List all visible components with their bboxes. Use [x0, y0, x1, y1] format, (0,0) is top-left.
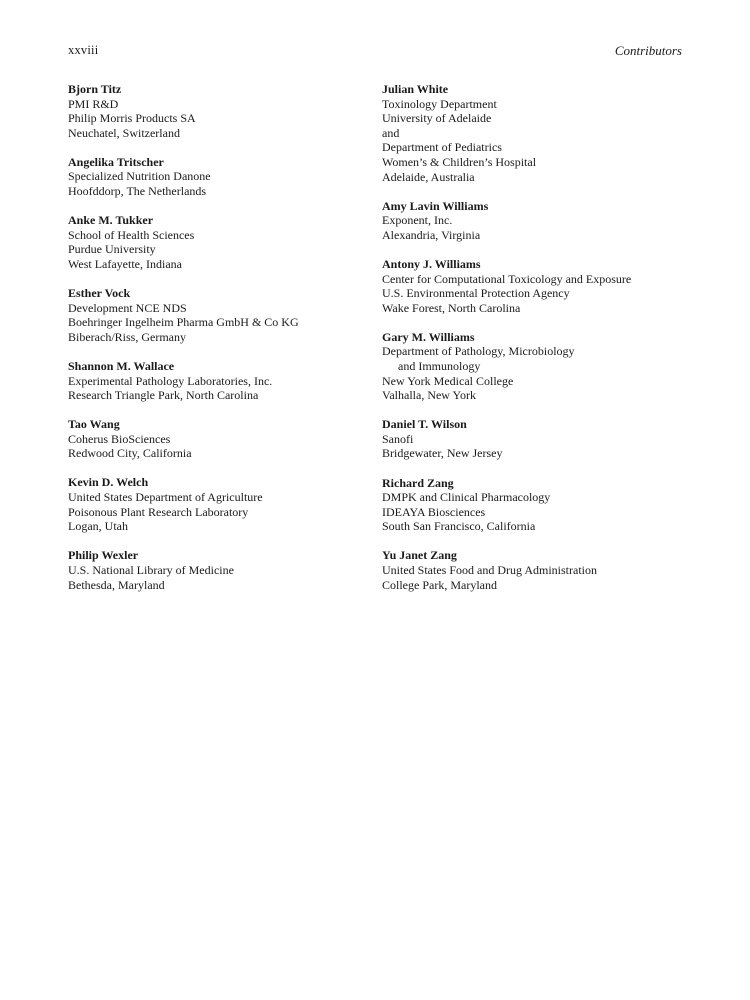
contributor-affiliation-line: Experimental Pathology Laboratories, Inc. [68, 373, 273, 388]
contributor-name: Tao Wang [68, 417, 120, 432]
contributor-affiliation-line: Philip Morris Products SA [68, 111, 196, 126]
contributor-affiliation-line: Specialized Nutrition Danone [68, 169, 211, 184]
contributor-affiliation-line: Wake Forest, North Carolina [382, 300, 521, 315]
contributor-name: Gary M. Williams [382, 329, 475, 344]
contributor-affiliation-line: Development NCE NDS [68, 300, 187, 315]
contributor-affiliation-line: Bridgewater, New Jersey [382, 446, 503, 461]
contributor-affiliation-line: Poisonous Plant Research Laboratory [68, 504, 249, 519]
contributor-name: Bjorn Titz [68, 82, 122, 96]
contributor-affiliation-line: and [382, 125, 400, 140]
page-number: xxviii [68, 43, 99, 57]
contributor-affiliation-line: United States Food and Drug Administration [382, 563, 597, 578]
contributor-entry [68, 548, 368, 592]
contributor-name: Anke M. Tukker [68, 213, 154, 228]
contributor-entry [382, 257, 688, 315]
contributor-affiliation-line: Alexandria, Virginia [382, 227, 481, 242]
contributor-affiliation-line: Boehringer Ingelheim Pharma GmbH & Co KG [68, 315, 299, 330]
contributor-entry [382, 548, 688, 592]
contributor-affiliation-line: Purdue University [68, 242, 156, 257]
contributor-affiliation-line: Department of Pathology, Microbiology [382, 344, 575, 359]
contributor-affiliation-line: University of Adelaide [382, 111, 492, 126]
contributor-name: Shannon M. Wallace [68, 358, 175, 373]
page-header [68, 43, 682, 61]
contributor-affiliation-line: Toxinology Department [382, 96, 497, 111]
contributor-name: Julian White [382, 82, 449, 96]
contributor-affiliation-line: Neuchatel, Switzerland [68, 125, 180, 140]
contributor-affiliation-line: United States Department of Agriculture [68, 490, 263, 505]
contributor-affiliation-line: DMPK and Clinical Pharmacology [382, 490, 551, 505]
contributor-affiliation-line: Bethesda, Maryland [68, 577, 165, 592]
contributor-affiliation-line: Research Triangle Park, North Carolina [68, 388, 259, 403]
contributor-name: Antony J. Williams [382, 256, 481, 271]
contributor-entry [382, 82, 688, 184]
contributor-entry [68, 155, 368, 199]
contributor-affiliation-line: U.S. Environmental Protection Agency [382, 286, 570, 301]
contributor-entry [382, 417, 688, 461]
contributor-name: Esther Vock [68, 286, 131, 301]
contributors-right-column [382, 82, 688, 607]
running-head: Contributors [614, 43, 682, 58]
contributor-affiliation-line: Department of Pediatrics [382, 140, 502, 155]
contributor-affiliation-line: School of Health Sciences [68, 227, 195, 242]
contributor-entry [68, 213, 368, 271]
contributor-entry [68, 82, 368, 140]
contributor-affiliation-line: Exponent, Inc. [382, 213, 453, 228]
contributor-affiliation-line: Center for Computational Toxicology and Exposure [382, 271, 632, 286]
contributor-affiliation-line: Logan, Utah [68, 519, 128, 534]
contributor-affiliation-line: Adelaide, Australia [382, 169, 475, 184]
contributor-name: Angelika Tritscher [68, 154, 164, 169]
contributor-affiliation-line: Women’s & Children’s Hospital [382, 154, 537, 169]
contributor-affiliation-line: Sanofi [382, 431, 414, 446]
contributor-entry [68, 475, 368, 533]
contributor-name: Yu Janet Zang [382, 548, 457, 563]
contributor-affiliation-line: PMI R&D [68, 96, 119, 111]
contributor-name: Richard Zang [382, 475, 454, 490]
contributor-entry [68, 417, 368, 461]
contributor-affiliation-line: Redwood City, California [68, 446, 192, 461]
contributor-affiliation-line: West Lafayette, Indiana [68, 256, 182, 271]
contributors-left-column [68, 82, 368, 607]
contributor-affiliation-line: and Immunology [398, 359, 481, 373]
contributor-entry [382, 199, 688, 243]
contributor-affiliation-line: Valhalla, New York [382, 388, 476, 403]
contributor-entry [68, 286, 368, 344]
contributor-affiliation-line: Hoofddorp, The Netherlands [68, 184, 207, 199]
contributor-affiliation-line: Coherus BioSciences [68, 431, 171, 446]
contributor-entry [382, 330, 688, 403]
contributor-affiliation-line: South San Francisco, California [382, 519, 536, 534]
contributor-name: Kevin D. Welch [68, 475, 149, 490]
contributor-name: Amy Lavin Williams [382, 198, 489, 213]
contributor-entry [68, 359, 368, 403]
contributor-affiliation-line: College Park, Maryland [382, 577, 497, 592]
contributor-affiliation-line: IDEAYA Biosciences [382, 504, 486, 519]
contributor-name: Philip Wexler [68, 548, 139, 563]
contributor-affiliation-line: New York Medical College [382, 373, 514, 388]
contributor-affiliation-line: U.S. National Library of Medicine [68, 562, 234, 577]
contributor-affiliation-line: Biberach/Riss, Germany [68, 329, 186, 344]
contributor-entry [382, 476, 688, 534]
contributor-name: Daniel T. Wilson [382, 417, 467, 432]
